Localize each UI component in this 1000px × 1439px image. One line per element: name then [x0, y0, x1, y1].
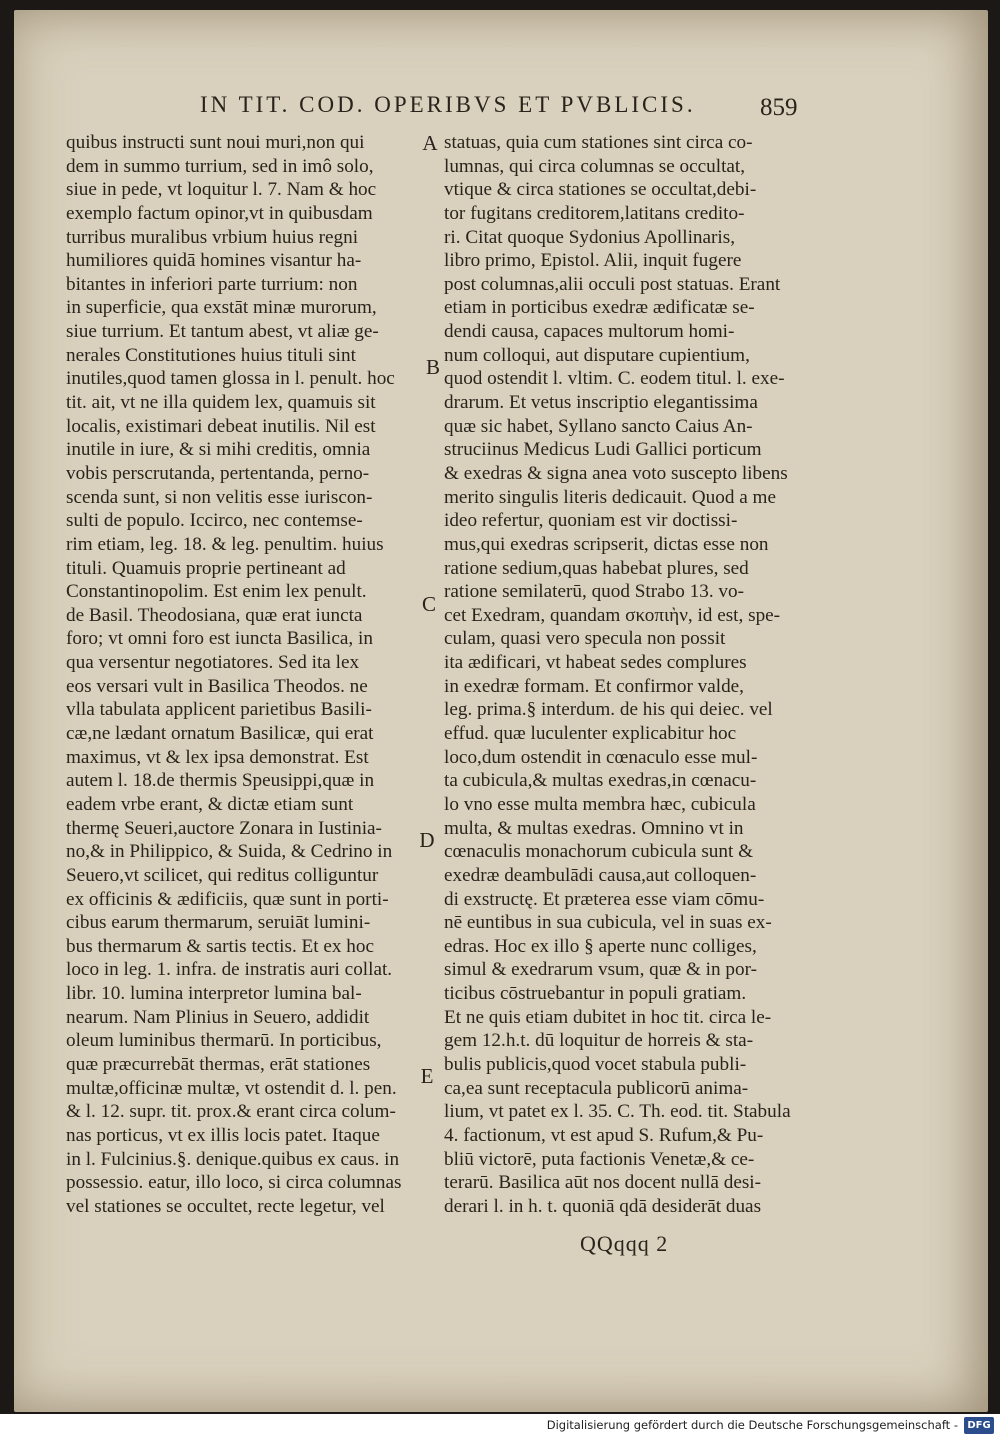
text-line: leg. prima.§ interdum. de his qui deiec. vel [444, 699, 773, 721]
text-line: & l. 12. supr. tit. prox.& erant circa colum- [66, 1101, 396, 1123]
text-line: lumnas, qui circa columnas se occultat, [444, 155, 746, 177]
page-number: 859 [760, 94, 798, 121]
text-line: di exstructę. Et præterea esse viam cōmu- [444, 888, 765, 910]
text-line: num colloqui, aut disputare cupientium, [444, 344, 750, 366]
text-line: nas porticus, vt ex illis locis patet. Itaque [66, 1124, 380, 1146]
footer-bar [0, 1414, 1000, 1439]
margin-letter-c: C [421, 592, 436, 616]
text-line: in superficie, qua exstāt minæ murorum, [66, 297, 377, 319]
text-line: terarū. Basilica aūt nos docent nullā desi- [444, 1172, 762, 1194]
text-line: vlla tabulata applicent parietibus Basili- [66, 699, 372, 721]
text-line: siue turrium. Et tantum abest, vt aliæ ge- [66, 321, 379, 343]
text-line: & exedras & signa anea voto suscepto libens [444, 462, 788, 484]
text-line: inutile in iure, & si mihi creditis, omnia [66, 439, 371, 461]
margin-letter-a: A [422, 131, 438, 155]
text-line: cet Exedram, quandam σκοπιὴν, id est, spe- [444, 604, 781, 626]
text-line: localis, existimari debeat inutilis. Nil est [66, 415, 376, 437]
text-line: exemplo factum opinor,vt in quibusdam [66, 202, 373, 224]
margin-letter-d: D [419, 828, 435, 852]
text-line: scenda sunt, si non velitis esse iuriscon- [66, 486, 373, 508]
running-head: IN TIT. COD. OPERIBVS ET PVBLICIS. [200, 92, 696, 117]
text-line: turribus muralibus vrbium huius regni [66, 226, 359, 248]
text-line: de Basil. Theodosiana, quæ erat iuncta [66, 604, 363, 626]
text-line: post columnas,alii occuli post statuas. Erant [444, 273, 781, 295]
text-line: nearum. Nam Plinius in Seuero, addidit [66, 1006, 370, 1028]
text-line: culam, quasi vero specula non possit [444, 628, 726, 650]
text-line: merito singulis literis dedicauit. Quod a me [444, 486, 776, 508]
text-line: inutiles,quod tamen glossa in l. penult. hoc [66, 368, 395, 390]
text-line: vel stationes se occultet, recte legetur, vel [66, 1195, 385, 1217]
text-line: eos versari vult in Basilica Theodos. ne [66, 675, 368, 697]
text-line: drarum. Et vetus inscriptio elegantissima [444, 392, 758, 414]
text-line: ri. Citat quoque Sydonius Apollinaris, [444, 226, 736, 248]
text-line: cibus earum thermarum, seruiāt lumini- [66, 912, 371, 934]
text-line: lium, vt patet ex l. 35. C. Th. eod. tit. Stabula [444, 1101, 791, 1123]
text-line: quod ostendit l. vltim. C. eodem titul. l. exe- [444, 368, 785, 390]
text-line: dendi causa, capaces multorum homi- [444, 321, 735, 343]
text-line: in l. Fulcinius.§. denique.quibus ex caus. in [66, 1148, 400, 1170]
text-line: oleum luminibus thermarū. In porticibus, [66, 1030, 382, 1052]
text-line: nē euntibus in sua cubicula, vel in suas ex- [444, 912, 772, 934]
text-line: ticibus cōstruebantur in populi gratiam. [444, 983, 747, 1005]
text-line: derari l. in h. t. quoniā qdā desiderāt duas [444, 1195, 762, 1217]
text-line: Seuero,vt scilicet, qui reditus colliguntur [66, 864, 379, 886]
signature-mark: QQqqq 2 [580, 1231, 669, 1256]
text-line: qua versentur negotiatores. Sed ita lex [66, 652, 360, 674]
text-line: tituli. Quamuis proprie pertineant ad [66, 557, 346, 579]
text-line: thermę Seueri,auctore Zonara in Iustinia- [66, 817, 382, 839]
text-line: ita ædificari, vt habeat sedes complures [444, 652, 747, 674]
text-line: simul & exedrarum vsum, quæ & in por- [444, 959, 757, 981]
text-line: bitantes in inferiori parte turrium: non [66, 273, 358, 295]
text-line: effud. quæ luculenter explicabitur hoc [444, 723, 737, 745]
text-line: tor fugitans creditorem,latitans credito- [444, 202, 745, 224]
text-line: quibus instructi sunt noui muri,non qui [66, 132, 365, 153]
text-line: dem in summo turrium, sed in imô solo, [66, 155, 374, 177]
left-column [66, 131, 418, 1218]
text-line: struciinus Medicus Ludi Gallici porticum [444, 439, 762, 461]
text-line: bus thermarum & sartis tectis. Et ex hoc [66, 935, 374, 957]
text-line: ca,ea sunt receptacula publicorū anima- [444, 1077, 749, 1099]
margin-letter-b: B [425, 355, 440, 379]
text-line: tit. ait, vt ne illa quidem lex, quamuis sit [66, 392, 376, 414]
text-line: libro primo, Epistol. Alii, inquit fugere [444, 250, 742, 272]
text-line: autem l. 18.de thermis Speusippi,quæ in [66, 770, 375, 792]
text-line: siue in pede, vt loquitur l. 7. Nam & hoc [66, 179, 377, 201]
text-line: exedræ deambulādi causa,aut colloquen- [444, 864, 757, 886]
text-line: etiam in porticibus exedræ ædificatæ se- [444, 297, 755, 319]
text-line: ratione sedium,quas habebat plures, sed [444, 557, 749, 579]
text-line: ta cubicula,& multas exedras,in cœnacu- [444, 770, 757, 792]
text-line: gem 12.h.t. dū loquitur de horreis & sta- [444, 1030, 754, 1052]
text-line: cœnaculis monachorum cubicula sunt & [444, 841, 754, 863]
text-line: nerales Constitutiones huius tituli sint [66, 344, 356, 366]
text-line: Et ne quis etiam dubitet in hoc tit. circa le- [444, 1006, 772, 1028]
text-line: lo vno esse multa membra hæc, cubicula [444, 793, 756, 815]
text-line: loco,dum ostendit in cœnaculo esse mul- [444, 746, 758, 768]
text-line: statuas, quia cum stationes sint circa co- [444, 132, 753, 153]
text-line: quæ præcurrebāt thermas, erāt stationes [66, 1053, 371, 1075]
text-line: vobis perscrutanda, pertentanda, perno- [66, 462, 370, 484]
digitization-credit: Digitalisierung gefördert durch die Deutsche Forschungsgemeinschaft - [546, 1418, 958, 1432]
text-line: vtique & circa stationes se occultat,debi- [444, 179, 757, 201]
text-line: multæ,officinæ multæ, vt ostendit d. l. pen. [66, 1077, 397, 1099]
text-line: edras. Hoc ex illo § aperte nunc colliges, [444, 935, 757, 957]
text-line: eadem vrbe erant, & dictæ etiam sunt [66, 793, 354, 815]
text-line: rim etiam, leg. 18. & leg. penultim. huius [66, 533, 384, 555]
text-line: bulis publicis,quod vocet stabula publi- [444, 1053, 747, 1075]
text-line: foro; vt omni foro est iuncta Basilica, in [66, 628, 373, 650]
right-column [444, 131, 796, 1218]
text-line: ideo refertur, quoniam est vir doctissi- [444, 510, 738, 532]
text-line: Constantinopolim. Est enim lex penult. [66, 581, 367, 603]
text-line: ex officinis & ædificiis, quæ sunt in porti- [66, 888, 389, 910]
margin-letter-e: E [420, 1064, 434, 1088]
text-line: quæ sic habet, Syllano sancto Caius An- [444, 415, 753, 437]
text-line: sulti de populo. Iccirco, nec contemse- [66, 510, 363, 532]
text-line: no,& in Philippico, & Suida, & Cedrino in [66, 841, 393, 863]
text-line: libr. 10. lumina interpretor lumina bal- [66, 983, 362, 1005]
text-line: 4. factionum, vt est apud S. Rufum,& Pu- [444, 1124, 764, 1146]
text-line: ratione semilaterū, quod Strabo 13. vo- [444, 581, 745, 603]
text-line: humiliores quidā homines visantur ha- [66, 250, 362, 272]
text-line: multa, & multas exedras. Omnino vt in [444, 817, 744, 839]
text-line: mus,qui exedras scripserit, dictas esse non [444, 533, 769, 555]
text-line: bliū victorē, puta factionis Venetæ,& ce- [444, 1148, 755, 1170]
text-line: maximus, vt & lex ipsa demonstrat. Est [66, 746, 369, 768]
text-line: cæ,ne lædant ornatum Basilicæ, qui erat [66, 723, 374, 745]
text-line: possessio. eatur, illo loco, si circa columnas [66, 1172, 402, 1194]
text-line: in exedræ formam. Et confirmor valde, [444, 675, 744, 697]
text-line: loco in leg. 1. infra. de instratis auri collat. [66, 959, 393, 981]
dfg-logo-icon: DFG [964, 1417, 994, 1434]
